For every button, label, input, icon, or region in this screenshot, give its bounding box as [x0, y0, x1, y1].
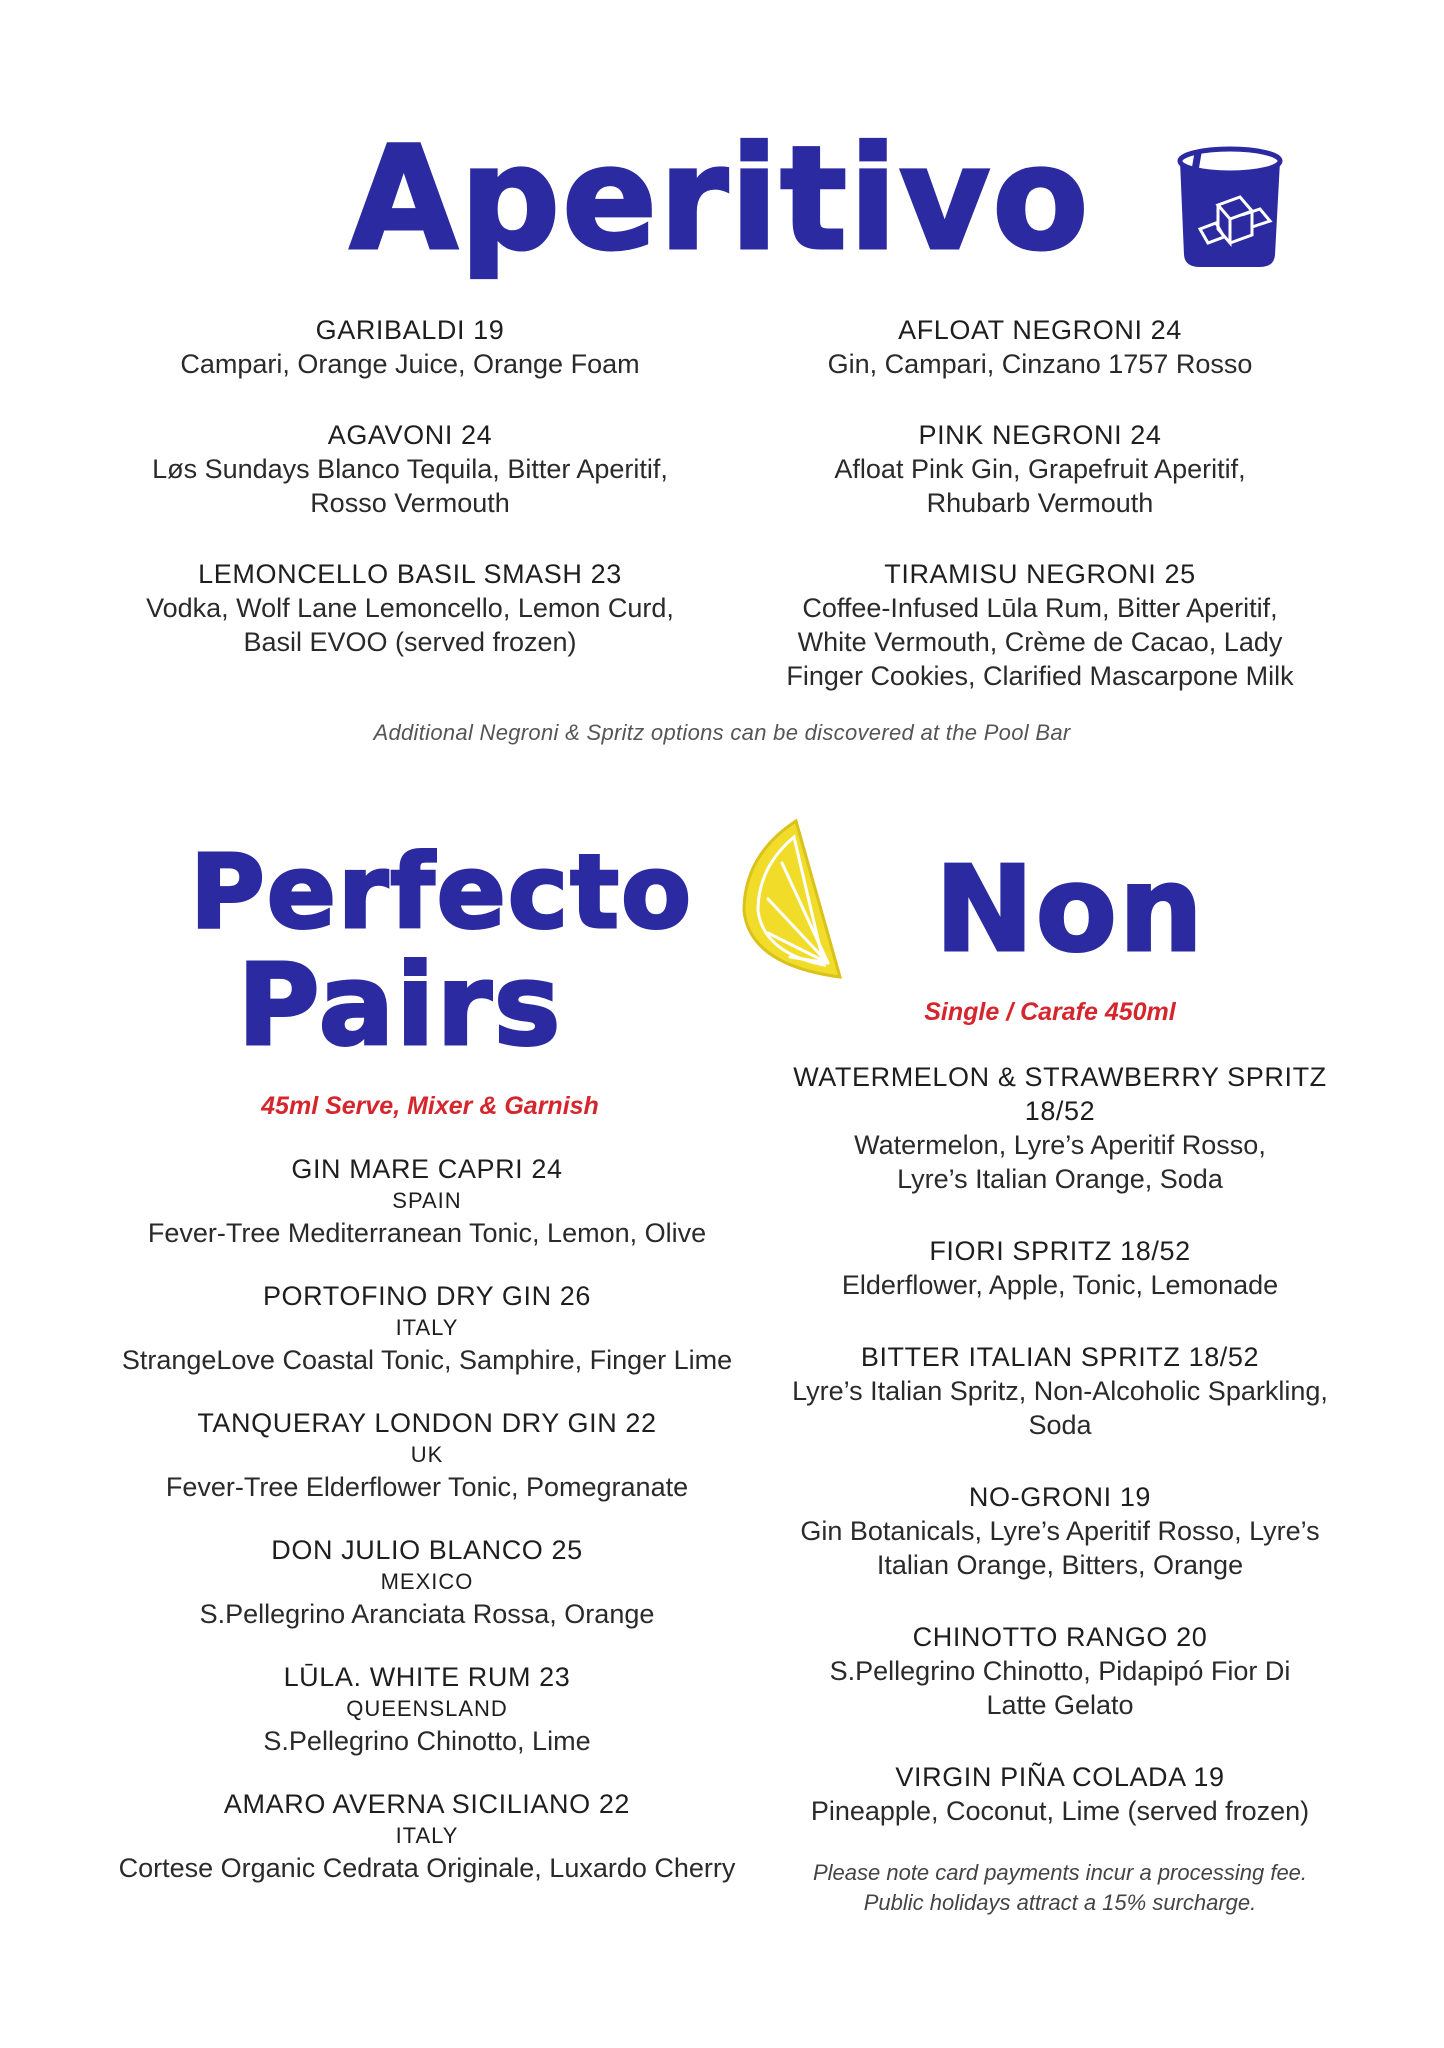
lemon-slice-icon	[730, 815, 850, 985]
item-region: UK	[410, 1442, 444, 1467]
menu-item	[770, 1480, 1350, 1582]
item-name: AGAVONI 24	[327, 420, 493, 450]
non-column	[770, 1060, 1350, 1828]
item-name: PINK NEGRONI 24	[918, 420, 1162, 450]
perfecto-pairs-heading-line1: Perfecto	[190, 833, 694, 952]
perfecto-pairs-subtitle: 45ml Serve, Mixer & Garnish	[261, 1092, 599, 1120]
item-description: Afloat Pink Gin, Grapefruit Aperitif, Rhubarb Vermouth	[834, 454, 1246, 518]
aperitivo-left-column	[130, 313, 690, 659]
item-name: CHINOTTO RANGO 20	[912, 1622, 1208, 1652]
item-name: TIRAMISU NEGRONI 25	[884, 559, 1196, 589]
perfecto-pairs-column	[112, 1152, 742, 1885]
footer-note	[770, 1858, 1350, 1918]
item-region: QUEENSLAND	[346, 1696, 508, 1721]
menu-item	[130, 418, 690, 520]
item-name: NO-GRONI 19	[968, 1482, 1152, 1512]
item-name: FIORI SPRITZ 18/52	[929, 1236, 1191, 1266]
item-description: Vodka, Wolf Lane Lemoncello, Lemon Curd, Basil EVOO (served frozen)	[146, 593, 674, 657]
footer-line: Public holidays attract a 15% surcharge.	[863, 1890, 1257, 1915]
menu-item	[770, 1620, 1350, 1722]
item-region: ITALY	[395, 1315, 459, 1340]
perfecto-pairs-heading-line2: Pairs	[237, 941, 563, 1071]
item-region: SPAIN	[392, 1188, 462, 1213]
menu-item	[760, 418, 1320, 520]
item-name: PORTOFINO DRY GIN 26	[262, 1281, 592, 1311]
menu-item	[130, 557, 690, 659]
item-name: AFLOAT NEGRONI 24	[898, 315, 1182, 345]
menu-item	[760, 557, 1320, 693]
menu-item	[770, 1060, 1350, 1196]
item-region: ITALY	[395, 1823, 459, 1848]
item-description: Campari, Orange Juice, Orange Foam	[180, 349, 640, 379]
item-name: AMARO AVERNA SICILIANO 22	[223, 1789, 631, 1819]
item-description: Gin, Campari, Cinzano 1757 Rosso	[827, 349, 1253, 379]
item-name: WATERMELON & STRAWBERRY SPRITZ 18/52	[793, 1062, 1327, 1126]
item-name: LŪLA. WHITE RUM 23	[283, 1662, 571, 1692]
non-subtitle: Single / Carafe 450ml	[924, 998, 1176, 1026]
item-name: LEMONCELLO BASIL SMASH 23	[198, 559, 622, 589]
menu-item	[760, 313, 1320, 381]
item-description: Pineapple, Coconut, Lime (served frozen)	[810, 1796, 1310, 1826]
item-description: StrangeLove Coastal Tonic, Samphire, Finger Lime	[121, 1345, 733, 1375]
item-region: MEXICO	[380, 1569, 474, 1594]
item-description: Coffee-Infused Lūla Rum, Bitter Aperitif, White Vermouth, Crème de Cacao, Lady Finger Cookies, Clarified Mascarpone Milk	[786, 593, 1294, 691]
item-description: Fever-Tree Elderflower Tonic, Pomegranate	[165, 1472, 689, 1502]
item-description: Watermelon, Lyre’s Aperitif Rosso, Lyre’s Italian Orange, Soda	[854, 1130, 1266, 1194]
menu-item	[130, 313, 690, 381]
menu-item	[112, 1533, 742, 1631]
item-description: Cortese Organic Cedrata Originale, Luxardo Cherry	[118, 1853, 736, 1883]
menu-item	[112, 1660, 742, 1758]
item-description: Fever-Tree Mediterranean Tonic, Lemon, Olive	[147, 1218, 707, 1248]
menu-item	[112, 1152, 742, 1250]
item-description: Løs Sundays Blanco Tequila, Bitter Aperitif, Rosso Vermouth	[152, 454, 668, 518]
menu-item	[112, 1279, 742, 1377]
item-name: TANQUERAY LONDON DRY GIN 22	[197, 1408, 657, 1438]
non-heading: Non	[935, 840, 1205, 978]
item-description: S.Pellegrino Chinotto, Lime	[263, 1726, 591, 1756]
menu-item	[770, 1340, 1350, 1442]
item-description: S.Pellegrino Chinotto, Pidapipó Fior Di Latte Gelato	[829, 1656, 1291, 1720]
cocktail-glass-icon	[1170, 143, 1290, 273]
aperitivo-heading: Aperitivo	[349, 116, 1091, 283]
item-description: Elderflower, Apple, Tonic, Lemonade	[841, 1270, 1279, 1300]
item-name: GARIBALDI 19	[315, 315, 505, 345]
item-name: DON JULIO BLANCO 25	[271, 1535, 583, 1565]
item-description: Lyre’s Italian Spritz, Non-Alcoholic Sparkling, Soda	[792, 1376, 1328, 1440]
aperitivo-right-column	[760, 313, 1320, 693]
item-description: S.Pellegrino Aranciata Rossa, Orange	[199, 1599, 655, 1629]
item-description: Gin Botanicals, Lyre’s Aperitif Rosso, Lyre’s Italian Orange, Bitters, Orange	[800, 1516, 1320, 1580]
item-name: GIN MARE CAPRI 24	[291, 1154, 563, 1184]
menu-item	[112, 1406, 742, 1504]
menu-item	[112, 1787, 742, 1885]
menu-item	[770, 1234, 1350, 1302]
footer-line: Please note card payments incur a processing fee.	[812, 1860, 1308, 1885]
item-name: VIRGIN PIÑA COLADA 19	[895, 1762, 1225, 1792]
aperitivo-note: Additional Negroni & Spritz options can be discovered at the Pool Bar	[373, 720, 1071, 745]
menu-item	[770, 1760, 1350, 1828]
item-name: BITTER ITALIAN SPRITZ 18/52	[860, 1342, 1260, 1372]
